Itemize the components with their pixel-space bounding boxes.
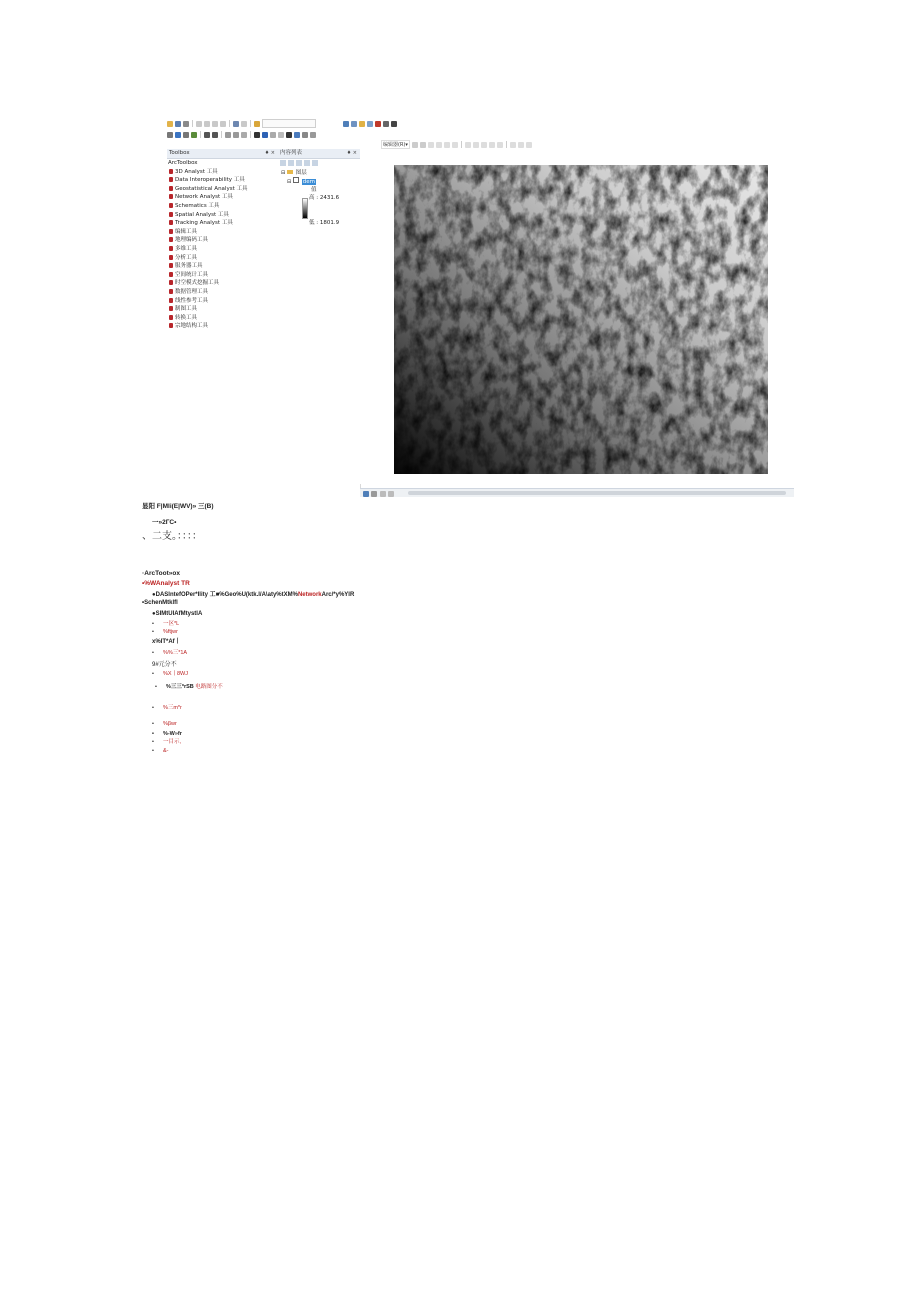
toolbox-item-3d-analyst[interactable]	[167, 168, 278, 177]
toolbox-icon	[169, 315, 173, 320]
toolbox-item-network-analyst[interactable]	[167, 193, 278, 202]
bullet-icon: •	[152, 650, 154, 656]
delete-icon[interactable]	[220, 121, 226, 127]
undo-icon[interactable]	[233, 121, 239, 127]
toolbox-panel-header	[167, 149, 278, 159]
toolbox-icon	[169, 229, 173, 234]
list-heading-arctoolbox: ◦ArcToot»ox	[142, 570, 180, 577]
bullet-icon: •	[152, 721, 154, 727]
bullet-row-4	[152, 672, 188, 678]
toolbox-icon	[169, 323, 173, 328]
toolbox-item-parcel-fabric[interactable]	[167, 322, 278, 331]
search-window-icon[interactable]	[367, 121, 373, 127]
color-ramp	[302, 198, 308, 219]
point-icon[interactable]	[452, 142, 458, 148]
toolbox-tree	[167, 159, 278, 331]
toolbox-icon	[169, 212, 173, 217]
list-item-x: x%IT*Af丨	[152, 639, 181, 645]
bullet-text: %-W»fr	[162, 731, 182, 737]
list-item-spatial: ●SIMtUIAfMtystlA	[152, 611, 203, 617]
toc-group-row[interactable]	[278, 169, 360, 177]
toolbox-icon	[169, 237, 173, 242]
toolbox-item-schematics[interactable]	[167, 202, 278, 211]
toolbox-icon	[169, 255, 173, 260]
toolbox-icon	[169, 289, 173, 294]
bullet-icon: •	[152, 671, 154, 677]
arctoolbox-icon[interactable]	[375, 121, 381, 127]
edit-tool-icon[interactable]	[412, 142, 418, 148]
toolbox-item-data-management[interactable]	[167, 288, 278, 297]
list-by-source-icon[interactable]	[288, 160, 294, 166]
toolbox-item-tracking-analyst[interactable]	[167, 219, 278, 228]
toolbox-item-label: 数据管理工具	[175, 288, 209, 295]
scale-combobox[interactable]	[262, 119, 316, 128]
list-item-9: 9#元分不	[152, 662, 177, 668]
toolbox-item-label: 制图工具	[175, 306, 198, 313]
toolbox-item-label: Geostatistical Analyst 工具	[175, 185, 248, 192]
bullet-icon: •	[152, 739, 154, 745]
bullet-icon: •	[152, 629, 154, 635]
toolbox-icon	[169, 272, 173, 277]
toc-group-label: 图层	[295, 170, 307, 176]
bullet-icon: •	[152, 748, 154, 754]
layer-visibility-checkbox[interactable]	[293, 177, 299, 183]
measure-icon[interactable]	[294, 132, 300, 138]
toolbox-item-label: 编辑工具	[175, 228, 198, 235]
tools-toolbar	[167, 129, 316, 140]
toolbox-item-label: Tracking Analyst 工具	[175, 220, 233, 227]
python-icon[interactable]	[383, 121, 389, 127]
window-toolbar	[343, 118, 397, 129]
rotate-icon[interactable]	[497, 142, 503, 148]
fixed-zoom-out-icon[interactable]	[212, 132, 218, 138]
toolbox-item-label: 转换工具	[175, 314, 198, 321]
bullet-text: &-	[162, 748, 169, 754]
zoom-in-icon[interactable]	[167, 132, 173, 138]
toolbox-item-label: Network Analyst 工具	[175, 194, 233, 201]
find-icon[interactable]	[286, 132, 292, 138]
list-item-3d-analyst: •%WAnalyst TR	[142, 580, 190, 587]
toc-toolbar	[278, 159, 360, 169]
fixed-zoom-in-icon[interactable]	[204, 132, 210, 138]
toolbox-item-label: 宗地结构工具	[175, 323, 209, 330]
horizontal-scrollbar[interactable]	[408, 491, 786, 495]
list-item-interoperability	[152, 592, 354, 598]
map-view[interactable]	[360, 149, 794, 484]
bullet-text: %ftjwr	[162, 629, 178, 635]
bullet-text: %三m*r	[162, 705, 182, 711]
bullet-row-8	[152, 732, 182, 738]
toolbox-item-spatial-analyst[interactable]	[167, 211, 278, 220]
bullet-text-red: 电路图分不	[195, 684, 223, 690]
create-features-icon[interactable]	[526, 142, 532, 148]
toolbox-icon	[169, 169, 173, 174]
layout-view-icon[interactable]	[371, 491, 377, 497]
legend-value-label: 值	[311, 187, 317, 193]
legend-high-value: 高 : 2431.6	[309, 195, 340, 201]
list-text-a: ●DASIntefOPer*Ility 工■%Geo%U(ktk.l/A\aty%tXM%	[152, 592, 298, 598]
cut-icon[interactable]	[196, 121, 202, 127]
edit-vertices-icon[interactable]	[465, 142, 471, 148]
full-extent-icon[interactable]	[191, 132, 197, 138]
toolbox-item-server[interactable]	[167, 262, 278, 271]
select-elements-icon[interactable]	[254, 132, 260, 138]
table-of-contents-icon[interactable]	[351, 121, 357, 127]
toolbox-item-label: 多维工具	[175, 245, 198, 252]
toc-panel-header	[278, 149, 360, 159]
attributes-icon[interactable]	[510, 142, 516, 148]
paste-icon[interactable]	[212, 121, 218, 127]
list-text-network: Network	[297, 592, 322, 598]
toolbox-item-label: 3D Analyst 工具	[175, 168, 218, 175]
bullet-text: %βwr	[162, 721, 177, 727]
toolbox-item-cartography[interactable]	[167, 305, 278, 314]
bullet-text: %%三*1A	[162, 650, 188, 656]
bullet-icon: •	[152, 731, 154, 737]
sketch-properties-icon[interactable]	[518, 142, 524, 148]
toolbox-item-conversion[interactable]	[167, 314, 278, 323]
toolbox-item-label: Schematics 工具	[175, 202, 220, 209]
toolbox-item-geostatistical-analyst[interactable]	[167, 185, 278, 194]
reshape-icon[interactable]	[473, 142, 479, 148]
list-text-c: Arc/*y%YIR	[321, 592, 355, 598]
options-icon[interactable]	[312, 160, 318, 166]
toolbox-item-multidimension[interactable]	[167, 245, 278, 254]
bullet-row-9	[152, 740, 181, 746]
straight-segment-icon[interactable]	[428, 142, 434, 148]
split-icon[interactable]	[489, 142, 495, 148]
toolbox-item-space-time-pattern[interactable]	[167, 279, 278, 288]
panel-pin-close-icon[interactable]: ♦ ×	[264, 150, 275, 156]
arcmap-screenshot	[167, 116, 794, 497]
toolbox-root[interactable]	[167, 159, 278, 168]
new-icon[interactable]	[167, 121, 173, 127]
print-icon[interactable]	[183, 121, 189, 127]
bullet-text: 一区*L	[162, 621, 180, 627]
toc-panel-title: 内容列表	[280, 150, 303, 156]
list-by-drawing-order-icon[interactable]	[280, 160, 286, 166]
bullet-text: %三三*rSB	[165, 684, 194, 690]
toolbox-icon	[169, 298, 173, 303]
standard-toolbar	[167, 118, 316, 129]
forward-icon[interactable]	[233, 132, 239, 138]
toolbox-item-label: 线性参考工具	[175, 297, 209, 304]
cut-polygons-icon[interactable]	[481, 142, 487, 148]
data-view-icon[interactable]	[363, 491, 369, 497]
select-features-icon[interactable]	[241, 132, 247, 138]
zoom-out-icon[interactable]	[175, 132, 181, 138]
text-line-3: 、二支。：：：：	[142, 531, 202, 542]
add-data-icon[interactable]	[254, 121, 260, 127]
layer-name[interactable]: dem	[302, 179, 315, 185]
toolbox-panel	[167, 149, 279, 497]
bullet-icon: •	[152, 621, 154, 627]
toolbox-icon	[169, 177, 173, 182]
catalog-icon[interactable]	[359, 121, 365, 127]
toolbox-item-data-interoperability[interactable]	[167, 176, 278, 185]
list-by-selection-icon[interactable]	[304, 160, 310, 166]
toolbox-panel-title: Toolbox	[169, 150, 190, 156]
legend-low-value: 低 : 1801.9	[309, 220, 340, 226]
toolbox-item-label: 分析工具	[175, 254, 198, 261]
bullet-row-1	[152, 622, 179, 628]
map-status-bar	[360, 488, 794, 497]
bullet-row-6	[152, 706, 182, 712]
layers-folder-icon	[287, 170, 293, 174]
copy-icon[interactable]	[204, 121, 210, 127]
model-builder-icon[interactable]	[391, 121, 397, 127]
html-popup-icon[interactable]	[278, 132, 284, 138]
toolbox-item-linear-referencing[interactable]	[167, 297, 278, 306]
hyperlink-icon[interactable]	[270, 132, 276, 138]
list-item-schematics: •SchenMtklfl	[142, 600, 178, 606]
toolbox-item-label: 地理编码工具	[175, 237, 209, 244]
redo-icon[interactable]	[241, 121, 247, 127]
bullet-row-5	[155, 685, 223, 691]
trace-icon[interactable]	[444, 142, 450, 148]
toolbox-icon	[169, 280, 173, 285]
text-line-2: 一»2ГC•	[152, 519, 177, 526]
dem-raster-image	[394, 165, 768, 474]
back-icon[interactable]	[225, 132, 231, 138]
collapse-icon[interactable]: ⊟	[281, 170, 286, 176]
go-to-xy-icon[interactable]	[302, 132, 308, 138]
panel-pin-close-icon[interactable]: ♦ ×	[346, 150, 357, 156]
bullet-row-7	[152, 722, 177, 728]
caption-line: 显阳 F|Mli(E|WV)» 三(B)	[142, 503, 214, 510]
toolbox-item-geocoding[interactable]	[167, 236, 278, 245]
toolbox-icon	[169, 306, 173, 311]
editor-menu[interactable]: 编辑器(R)▾	[383, 142, 408, 148]
toolbox-icon	[169, 194, 173, 199]
save-icon[interactable]	[175, 121, 181, 127]
end-point-arc-icon[interactable]	[436, 142, 442, 148]
bullet-text: 一目示,	[162, 739, 181, 745]
toolbox-root-label: ArcToolbox	[168, 160, 198, 166]
toc-layer-row[interactable]	[278, 177, 360, 186]
bullet-text: %X丨8WJ	[162, 671, 188, 677]
time-slider-icon[interactable]	[310, 132, 316, 138]
edit-annotation-icon[interactable]	[420, 142, 426, 148]
pan-icon[interactable]	[183, 132, 189, 138]
bullet-icon: •	[155, 684, 157, 690]
toolbox-item-spatial-statistics[interactable]	[167, 271, 278, 280]
toolbox-item-label: Data Interoperability 工具	[175, 177, 245, 184]
toolbox-item-label: Spatial Analyst 工具	[175, 211, 229, 218]
toolbox-icon	[169, 263, 173, 268]
toolbox-item-label: 服务器工具	[175, 263, 203, 270]
refresh-icon[interactable]	[380, 491, 386, 497]
toolbox-item-label: 时空模式挖掘工具	[175, 280, 220, 287]
table-of-contents-panel	[278, 149, 361, 497]
toolbox-icon	[169, 246, 173, 251]
toolbox-item-label: 空间统计工具	[175, 271, 209, 278]
toolbox-icon	[169, 220, 173, 225]
bullet-row-3	[152, 651, 187, 657]
toolbox-item-analysis[interactable]	[167, 254, 278, 263]
pause-drawing-icon[interactable]	[388, 491, 394, 497]
editor-toolbar	[381, 140, 532, 149]
bullet-row-2	[152, 630, 178, 636]
collapse-icon[interactable]: ⊟	[287, 179, 292, 185]
bullet-icon: •	[152, 705, 154, 711]
toolbox-icon	[169, 186, 173, 191]
toolbox-icon	[169, 203, 173, 208]
toolbox-item-editing[interactable]	[167, 228, 278, 237]
list-by-visibility-icon[interactable]	[296, 160, 302, 166]
bullet-row-10	[152, 749, 168, 755]
identify-icon[interactable]	[262, 132, 268, 138]
editor-toolbar-icon[interactable]	[343, 121, 349, 127]
